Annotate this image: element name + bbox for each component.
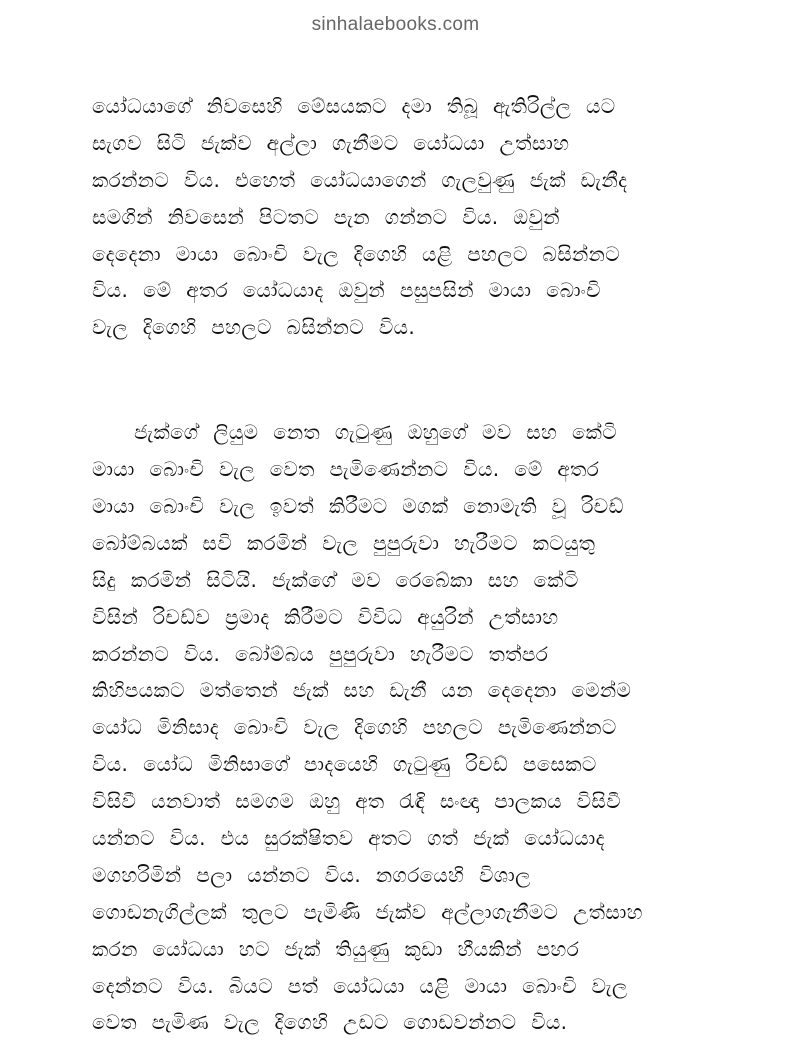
text-line: දෙදෙනා මායා බොංචි වැල දිගෙහි යළි පහලට බසින්නට [92,241,621,266]
text-line: කරන්නට විය. එහෙත් යෝධයාගෙන් ගැලවුණු ජැක් ඩැනීද [92,167,628,192]
text-line: කිහිපයකට මත්තෙන් ජැක් සහ ඩැනී යන දෙදෙනා මෙන්ම [92,678,632,703]
text-line: වැල දිගෙහි පහලට බසින්නට විය. [92,315,416,340]
paragraph-2 [92,414,712,1041]
paragraph-1 [92,88,712,346]
text-line: සැගව සිටි ජැක්ව අල්ලා ගැනීමට යෝධයා උත්සාහ [92,130,570,155]
text-line: යෝධ මිනිසාද බොංචි වැල දිගෙහි පහලට පැමිණෙන්නට [92,715,617,740]
text-line: සමගින් නිවසෙන් පිටතට පැන ගන්නට විය. ඔවුන් [92,204,560,229]
text-line: යෝධයාගේ නිවසෙහි මේසයකට දමා තිබූ ඇතිරිල්ල යට [92,94,616,118]
text-line: විසිවී යනවාත් සමගම ඔහු අත රැඳි සංඥා පාලකය විසිවී [92,789,621,814]
text-line: කරන්නට විය. බෝම්බය පුපුරුවා හැරීමට තත්පර [92,641,549,666]
text-line: මායා බොංචි වැල ඉවත් කිරීමට මගක් නොමැති වූ රිචඩ් [92,494,624,519]
text-line: සිදු කරමින් සිටියි. ජැක්ගේ මව රෙබේකා සහ කේටි [92,567,579,592]
text-line: කරන යෝධයා හට ජැක් තියුණු කුඩා හීයකින් පහර [92,936,580,961]
text-line: මගහරිමින් පලා යන්නට විය. නගරයෙහි විශාල [92,862,531,887]
text-line: බෝම්බයක් සවි කරමින් වැල පුපුරුවා හැරීමට කටයුතු [92,530,596,555]
text-line: විසින් රිචඩ්ව ප්‍රමාද කිරීමට විවිධ අයුරින් උත්සාහ [92,604,559,629]
text-line-indented: ජැක්ගේ ලියුම නෙත ගැටුණු ඔහුගේ මව සහ කේටි [134,420,618,445]
text-line: මායා බොංචි වැල වෙත පැමිණෙන්නට විය. මේ අතර [92,457,600,482]
text-line: වෙත පැමිණ වැල දිගෙහි උඩට ගොඩවන්නට විය. [92,1010,568,1035]
page-body [92,88,712,1041]
text-line: විය. මේ අතර යෝධයාද ඔවුන් පසුපසින් මායා බොංචි [92,278,601,303]
text-line: විය. යෝධ මිනිසාගේ පාදයෙහි ගැටුණු රිචඩ් පසෙකට [92,752,597,777]
site-header-watermark: sinhalaebooks.com [311,14,480,35]
text-line: ගොඩනැගිල්ලක් තුලට පැමිණි ජැක්ව අල්ලාගැනීමට උත්සාහ [92,899,643,924]
text-line: යන්නට විය. එය සුරක්ෂිතව අතට ගත් ජැක් යෝධයාද [92,826,605,851]
text-line: දෙන්නට විය. බියට පත් යෝධයා යළි මායා බොංචි වැල [92,973,628,998]
paragraph-spacer [92,346,712,414]
